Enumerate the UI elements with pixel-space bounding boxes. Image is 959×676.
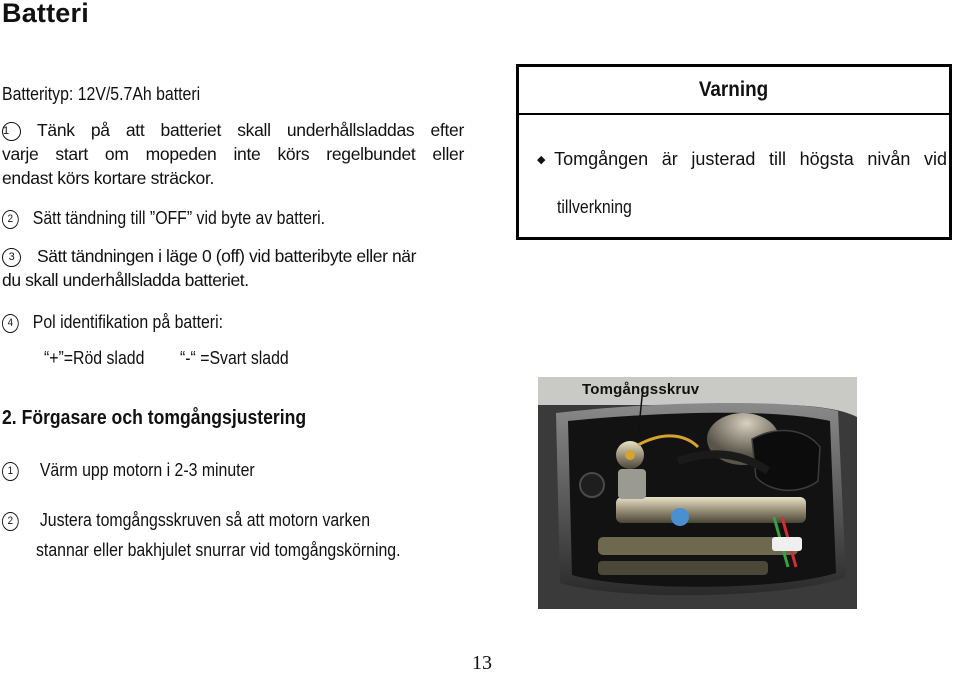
- polarity-minus: “-“ =Svart sladd: [180, 348, 289, 368]
- battery-step-1: 1 Tänk på att batteriet skall underhållsladdas efter varje start om mopeden inte körs regelbundet eller endast körs kortare sträckor.: [2, 120, 464, 188]
- carb-step-2-cont: stannar eller bakhjulet snurrar vid tomgångskörning.: [36, 540, 401, 560]
- step-marker: 2: [2, 512, 19, 531]
- page-number: 13: [472, 652, 492, 674]
- warning-header: [519, 67, 949, 115]
- carb-step-1: 1 Värm upp motorn i 2-3 minuter: [2, 458, 255, 482]
- engine-illustration: [538, 377, 857, 609]
- battery-step-4: 4 Pol identifikation på batteri:: [2, 310, 223, 334]
- warning-heading: Varning: [699, 78, 769, 101]
- page-title: Batteri: [2, 0, 89, 28]
- diamond-bullet-icon: ◆: [537, 154, 555, 166]
- step-marker: 1: [2, 122, 21, 141]
- warning-box: [516, 64, 952, 240]
- step-marker: 2: [2, 210, 19, 229]
- battery-step-2: 2 Sätt tändning till ”OFF” vid byte av batteri.: [2, 206, 325, 230]
- carb-heading: 2. Förgasare och tomgångsjustering: [2, 407, 307, 429]
- photo-label: Tomgångsskruv: [582, 381, 700, 398]
- step-marker: 4: [2, 314, 19, 333]
- warning-line-2: tillverkning: [557, 197, 632, 217]
- battery-step-3: 3 Sätt tändningen i läge 0 (off) vid batteribyte eller när du skall underhållsladda batteriet.: [2, 246, 417, 290]
- warning-line-1: ◆Tomgången är justerad till högsta nivån vid: [537, 149, 947, 169]
- carb-step-2: 2 Justera tomgångsskruven så att motorn varken: [2, 508, 370, 532]
- battery-type: Batterityp: 12V/5.7Ah batteri: [2, 84, 201, 104]
- engine-photo: [538, 377, 857, 609]
- step-marker: 1: [2, 462, 19, 481]
- polarity-plus: “+”=Röd sladd: [44, 348, 145, 368]
- step-marker: 3: [2, 248, 21, 267]
